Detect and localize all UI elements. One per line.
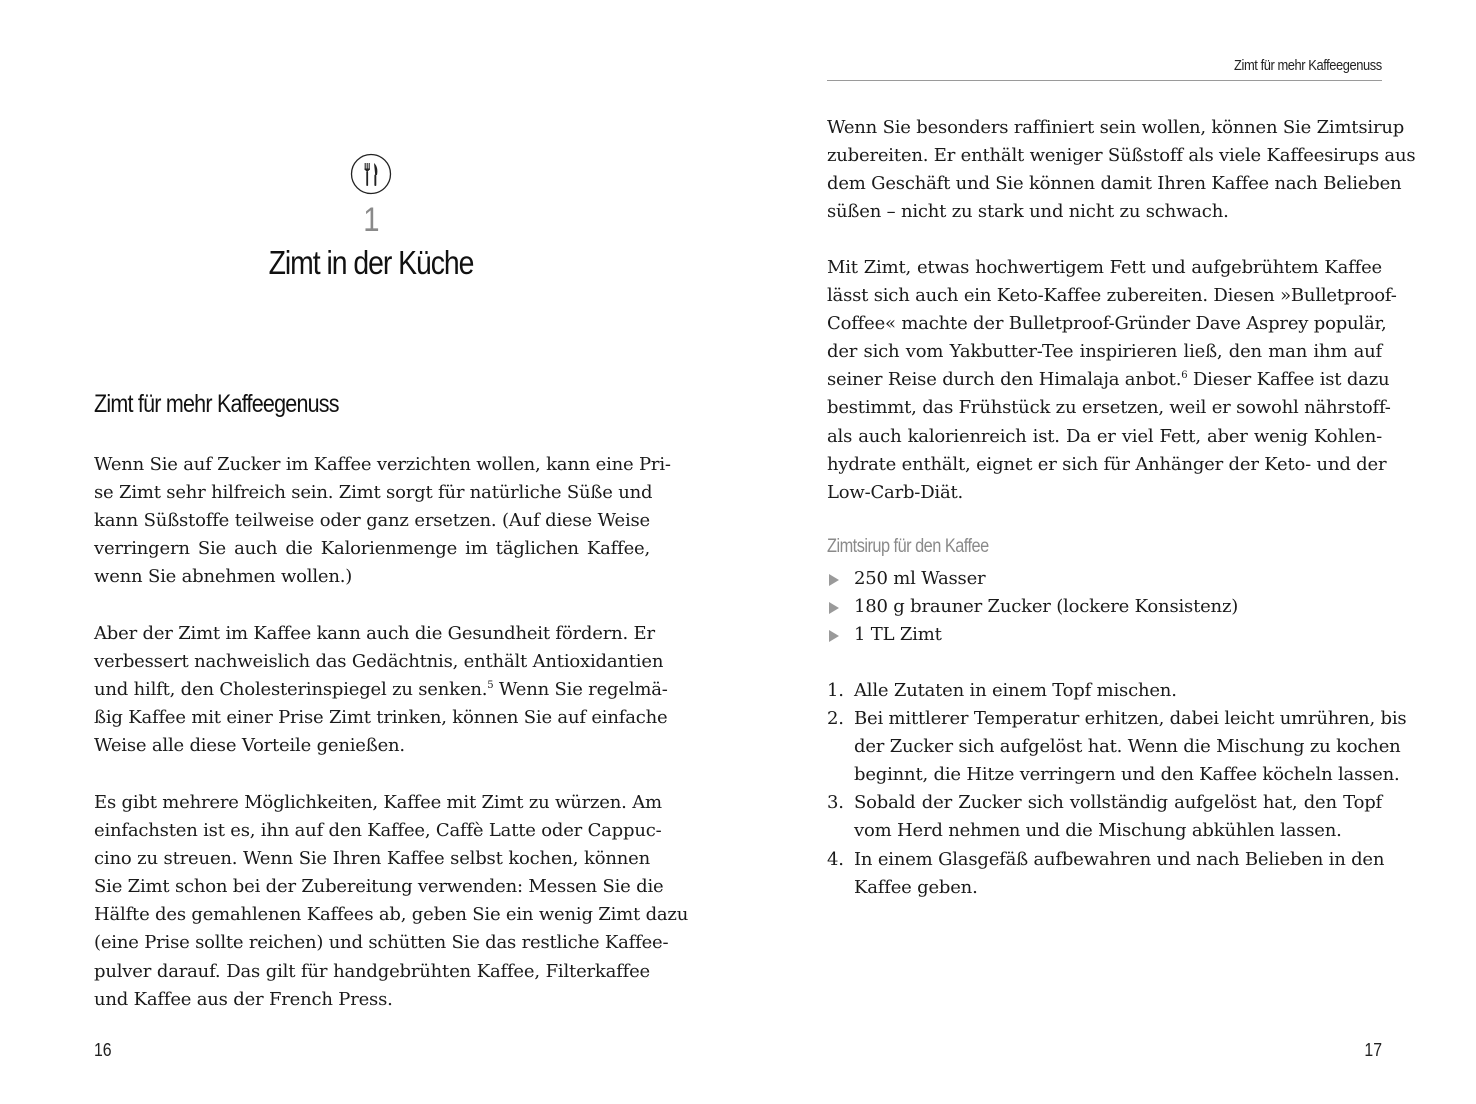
ingredient-item xyxy=(827,621,1382,649)
chapter-title: Zimt in der Küche xyxy=(268,244,474,281)
paragraph-line-text: und hilft, den Cholesterinspiegel zu senken. xyxy=(94,679,488,701)
step-line: Alle Zutaten in einem Topf mischen. xyxy=(854,680,1177,701)
paragraph-line xyxy=(827,366,1390,394)
step-line: Kaffee geben. xyxy=(854,876,978,898)
step-item xyxy=(827,705,1407,789)
paragraph-line: dem Geschäft und Sie können damit Ihren Kaffee nach Belieben xyxy=(827,173,1402,195)
paragraph-line: einfachsten ist es, ihn auf den Kaffee, Caffè Latte oder Cappuc- xyxy=(94,820,662,842)
paragraph-line-text: Wenn Sie regelmä- xyxy=(493,679,668,701)
step-number: 3. xyxy=(827,792,844,814)
step-line: beginnt, die Hitze verringern und den Kaffee köcheln lassen. xyxy=(854,764,1400,786)
paragraph-line: Hälfte des gemahlenen Kaffees ab, geben Sie ein wenig Zimt dazu xyxy=(94,904,689,926)
recipe-heading: Zimtsirup für den Kaffee xyxy=(827,536,989,557)
step-line: der Zucker sich aufgelöst hat. Wenn die Mischung zu kochen xyxy=(854,736,1401,758)
paragraph-line: hydrate enthält, eignet er sich für Anhänger der Keto- und der xyxy=(827,453,1387,475)
paragraph-line: zubereiten. Er enthält weniger Süßstoff als viele Kaffeesirups aus xyxy=(827,145,1416,167)
step-number: 4. xyxy=(827,848,844,870)
step-line: vom Herd nehmen und die Mischung abkühlen lassen. xyxy=(854,820,1342,842)
paragraph-line: Weise alle diese Vorteile genießen. xyxy=(94,735,405,757)
paragraph-line: wenn Sie abnehmen wollen.) xyxy=(94,566,353,588)
triangle-bullet-icon xyxy=(829,602,839,614)
triangle-bullet-icon xyxy=(829,630,839,642)
ingredient-list xyxy=(827,565,1382,649)
paragraph-line: Coffee« machte der Bulletproof-Gründer Dave Asprey populär, xyxy=(827,313,1387,335)
ingredient-text: 1 TL Zimt xyxy=(854,624,942,646)
ingredient-item xyxy=(827,593,1382,621)
ingredient-text: 250 ml Wasser xyxy=(854,568,986,589)
ingredient-text: 180 g brauner Zucker (lockere Konsistenz) xyxy=(854,596,1239,618)
chapter-number: 1 xyxy=(363,201,379,239)
footnote-marker[interactable]: 5 xyxy=(487,680,494,692)
paragraph-line: Mit Zimt, etwas hochwertigem Fett und aufgebrühtem Kaffee xyxy=(827,257,1382,278)
paragraph-line: cino zu streuen. Wenn Sie Ihren Kaffee selbst kochen, können xyxy=(94,848,650,870)
paragraph-line: süßen – nicht zu stark und nicht zu schwach. xyxy=(827,201,1229,223)
paragraph-zimtsirup xyxy=(827,114,1416,226)
header-rule xyxy=(827,80,1382,81)
fork-and-knife-icon xyxy=(350,153,392,195)
step-number: 1. xyxy=(827,680,844,701)
page-number: 17 xyxy=(1364,1040,1382,1060)
paragraph-line: Aber der Zimt im Kaffee kann auch die Gesundheit fördern. Er xyxy=(94,623,655,644)
paragraph-line: als auch kalorienreich ist. Da er viel Fett, aber wenig Kohlen- xyxy=(827,425,1382,447)
paragraph-gesundheit xyxy=(94,620,668,760)
paragraph-keto-kaffee xyxy=(827,254,1397,507)
paragraph-line-text: Dieser Kaffee ist dazu xyxy=(1187,369,1390,391)
paragraph-line: lässt sich auch ein Keto-Kaffee zubereiten. Diesen »Bulletproof- xyxy=(827,285,1397,307)
running-head: Zimt für mehr Kaffeegenuss xyxy=(1234,57,1382,74)
page-number: 16 xyxy=(94,1040,112,1060)
paragraph-line: bestimmt, das Frühstück zu ersetzen, weil er sowohl nährstoff- xyxy=(827,397,1391,419)
paragraph-moeglichkeiten xyxy=(94,789,689,1014)
paragraph-line: ßig Kaffee mit einer Prise Zimt trinken, können Sie auf einfache xyxy=(94,707,668,729)
paragraph-line: Wenn Sie auf Zucker im Kaffee verzichten wollen, kann eine Pri- xyxy=(94,454,671,475)
paragraph-line: Es gibt mehrere Möglichkeiten, Kaffee mit Zimt zu würzen. Am xyxy=(94,792,662,813)
paragraph-line: (eine Prise sollte reichen) und schütten Sie das restliche Kaffee- xyxy=(94,932,669,954)
paragraph-line: se Zimt sehr hilfreich sein. Zimt sorgt für natürliche Süße und xyxy=(94,482,653,504)
paragraph-line: pulver darauf. Das gilt für handgebrühten Kaffee, Filterkaffee xyxy=(94,960,650,982)
step-number: 2. xyxy=(827,708,844,730)
paragraph-line: verbessert nachweislich das Gedächtnis, enthält Antioxidantien xyxy=(94,651,664,673)
right-page xyxy=(738,0,1476,1104)
paragraph-line: der sich vom Yakbutter-Tee inspirieren ließ, den man ihm auf xyxy=(827,341,1382,363)
step-line: Sobald der Zucker sich vollständig aufgelöst hat, den Topf xyxy=(854,792,1382,814)
step-item xyxy=(827,846,1385,902)
step-item xyxy=(827,677,1382,705)
section-heading: Zimt für mehr Kaffeegenuss xyxy=(94,390,339,418)
step-item xyxy=(827,789,1382,845)
paragraph-line: verringern Sie auch die Kalorienmenge im täglichen Kaffee, xyxy=(94,538,650,560)
step-line: Bei mittlerer Temperatur erhitzen, dabei leicht umrühren, bis xyxy=(854,708,1407,730)
paragraph-line: und Kaffee aus der French Press. xyxy=(94,988,393,1010)
paragraph-line: kann Süßstoffe teilweise oder ganz ersetzen. (Auf diese Weise xyxy=(94,510,650,532)
paragraph-line: Wenn Sie besonders raffiniert sein wollen, können Sie Zimtsirup xyxy=(827,117,1405,138)
footnote-marker[interactable]: 6 xyxy=(1181,370,1188,382)
recipe-steps xyxy=(827,677,1407,902)
triangle-bullet-icon xyxy=(829,574,839,586)
step-line: In einem Glasgefäß aufbewahren und nach Belieben in den xyxy=(854,848,1385,870)
paragraph-line: Sie Zimt schon bei der Zubereitung verwenden: Messen Sie die xyxy=(94,876,664,898)
paragraph-line: Low-Carb-Diät. xyxy=(827,481,964,503)
paragraph-line-text: seiner Reise durch den Himalaja anbot. xyxy=(827,369,1182,391)
paragraph-line xyxy=(94,676,668,704)
paragraph-zucker xyxy=(94,451,671,591)
ingredient-item xyxy=(827,565,1382,593)
